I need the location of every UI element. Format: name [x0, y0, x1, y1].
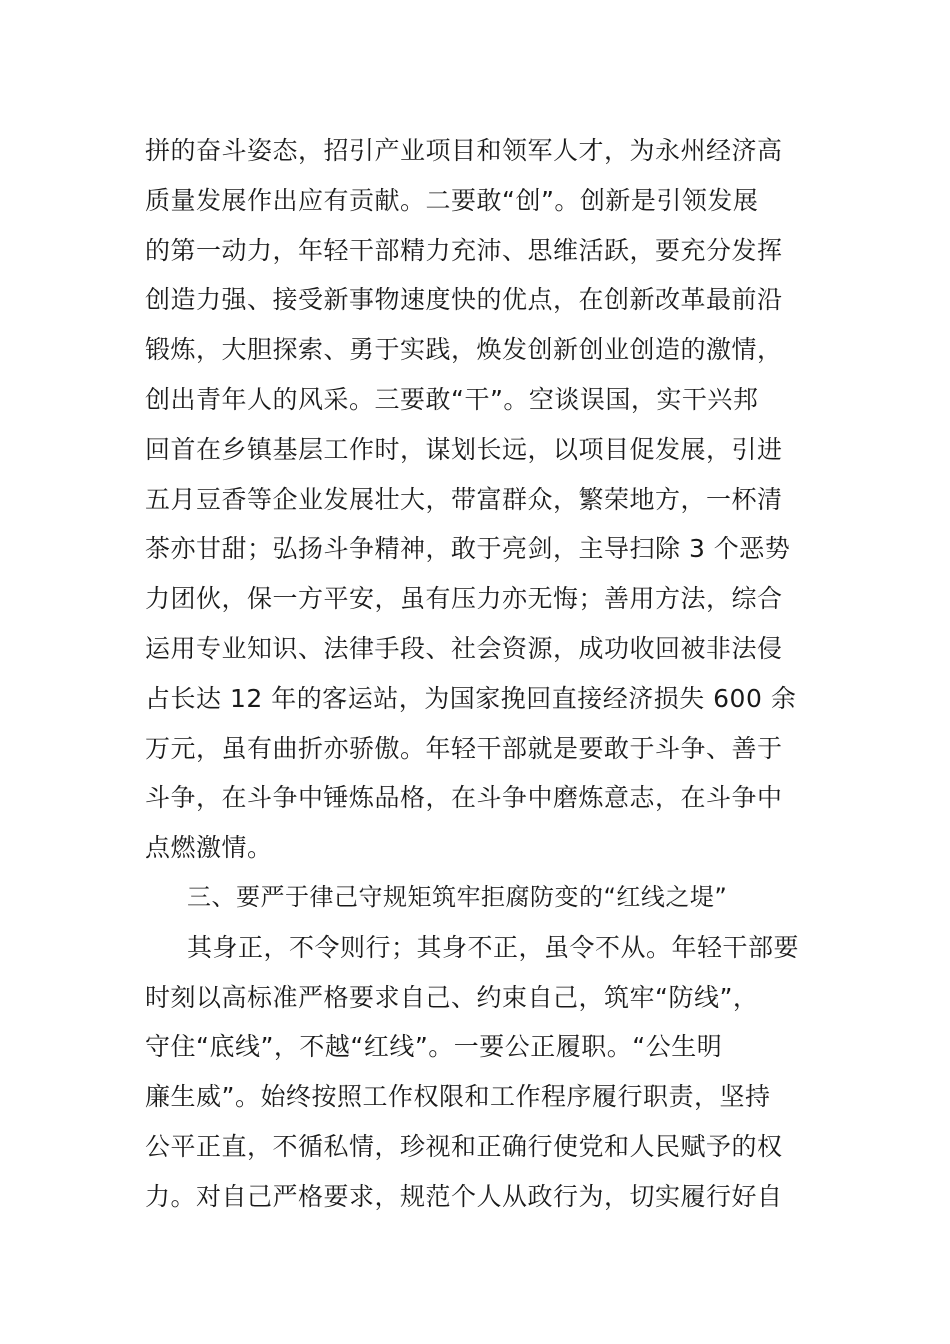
- text-line: 茶亦甘甜；弘扬斗争精神，敢于亮剑，主导扫除 3 个恶势: [145, 534, 791, 564]
- text-line: 创造力强、接受新事物速度快的优点，在创新改革最前沿: [145, 285, 783, 315]
- text-line: 占长达 12 年的客运站，为国家挽回直接经济损失 600 余: [145, 683, 797, 713]
- text-line: 廉生威”。始终按照工作权限和工作程序履行职责，坚持: [145, 1082, 771, 1112]
- text-line: 创出青年人的风采。三要敢“干”。空谈误国，实干兴邦: [145, 384, 759, 414]
- text-line: 斗争，在斗争中锤炼品格，在斗争中磨炼意志，在斗争中: [145, 783, 783, 813]
- text-line: 锻炼，大胆探索、勇于实践，焕发创新创业创造的激情，: [145, 335, 783, 365]
- text-line: 其身正，不令则行；其身不正，虽令不从。年轻干部要: [187, 932, 800, 962]
- text-line: 拼的奋斗姿态，招引产业项目和领军人才，为永州经济高: [145, 136, 783, 165]
- text-line: 万元，虽有曲折亦骄傲。年轻干部就是要敢于斗争、善于: [145, 733, 783, 763]
- text-line: 力团伙，保一方平安，虽有压力亦无悔；善用方法，综合: [145, 584, 783, 614]
- text-line: 运用专业知识、法律手段、社会资源，成功收回被非法侵: [145, 633, 783, 663]
- text-line: 回首在乡镇基层工作时，谋划长远，以项目促发展，引进: [145, 434, 783, 464]
- text-line: 力。对自己严格要求，规范个人从政行为，切实履行好自: [145, 1181, 783, 1211]
- document-body: [145, 126, 825, 1222]
- text-line: 质量发展作出应有贡献。二要敢“创”。创新是引领发展: [145, 185, 759, 215]
- text-line: 点燃激情。: [145, 833, 273, 863]
- text-line: 的第一动力，年轻干部精力充沛、思维活跃，要充分发挥: [145, 235, 783, 265]
- text-line: 五月豆香等企业发展壮大，带富群众，繁荣地方，一杯清: [145, 484, 783, 514]
- text-line: 公平正直，不循私情，珍视和正确行使党和人民赋予的权: [145, 1131, 783, 1161]
- section-heading: 三、要严于律己守规矩筑牢拒腐防变的“红线之堤”: [187, 882, 728, 911]
- text-line: 时刻以高标准严格要求自己、约束自己，筑牢“防线”，: [145, 982, 759, 1012]
- text-line: 守住“底线”，不越“红线”。一要公正履职。“公生明: [145, 1032, 723, 1062]
